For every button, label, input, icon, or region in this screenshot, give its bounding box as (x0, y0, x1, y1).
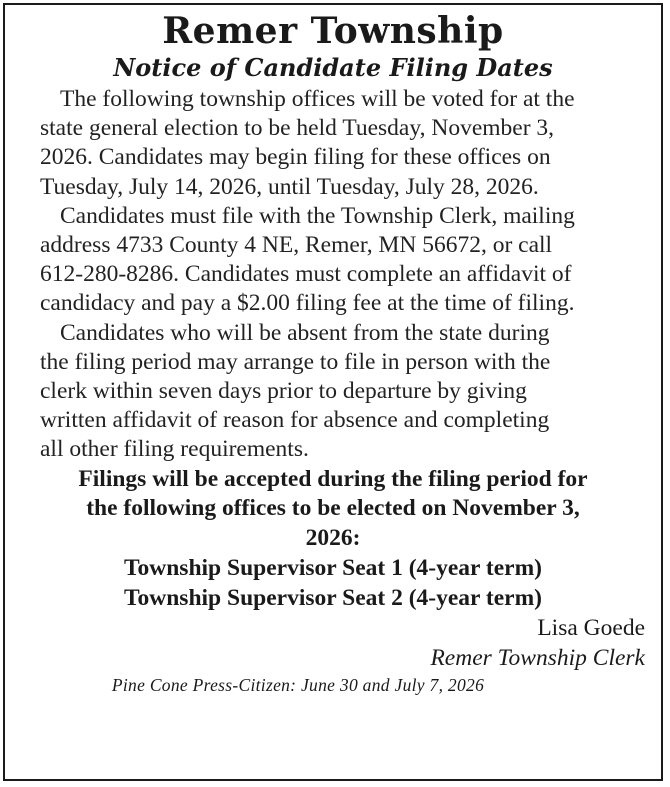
paragraph-line: 2026. Candidates may begin filing for these offices on (40, 144, 551, 171)
paragraph-filing-instructions (16, 202, 651, 319)
office-item: Township Supervisor Seat 2 (4-year term) (124, 584, 542, 611)
office-list (5, 554, 661, 614)
filings-statement-line: Filings will be accepted during the filing period for (78, 465, 588, 492)
paragraph-line: the filing period may arrange to file in person with the (40, 348, 551, 375)
filings-statement-line: the following offices to be elected on November 3, (86, 495, 580, 522)
paragraph-line: Tuesday, July 14, 2026, until Tuesday, July 28, 2026. (40, 173, 539, 200)
notice-body (16, 85, 651, 465)
paragraph-line: candidacy and pay a $2.00 filing fee at the time of filing. (40, 290, 575, 317)
paragraph-line: all other filing requirements. (40, 436, 309, 463)
paragraph-line: The following township offices will be voted for at the (60, 86, 575, 112)
publication-line: Pine Cone Press-Citizen: June 30 and July 7, 2026 (111, 674, 485, 695)
signature-title: Remer Township Clerk (430, 644, 645, 671)
paragraph-line: Candidates must file with the Township Clerk, mailing (60, 202, 575, 229)
signature-name: Lisa Goede (537, 614, 645, 641)
paragraph-line: state general election to be held Tuesday, November 3, (40, 115, 555, 142)
paragraph-line: 612-280-8286. Candidates must complete an affidavit of (40, 261, 572, 288)
filings-statement (5, 465, 661, 554)
paragraph-offices-dates (16, 85, 651, 202)
notice-title: Remer Township (162, 10, 504, 52)
paragraph-line: clerk within seven days prior to departure by giving (40, 378, 527, 405)
paragraph-absent-candidates (16, 319, 651, 465)
paragraph-line: written affidavit of reason for absence and completing (40, 407, 550, 434)
office-item: Township Supervisor Seat 1 (4-year term) (124, 555, 542, 582)
paragraph-line: address 4733 County 4 NE, Remer, MN 56672, or call (40, 232, 553, 259)
notice-subtitle: Notice of Candidate Filing Dates (113, 53, 553, 82)
paragraph-line: Candidates who will be absent from the state during (60, 319, 550, 346)
legal-notice (3, 3, 663, 781)
filings-statement-line: 2026: (305, 525, 361, 552)
